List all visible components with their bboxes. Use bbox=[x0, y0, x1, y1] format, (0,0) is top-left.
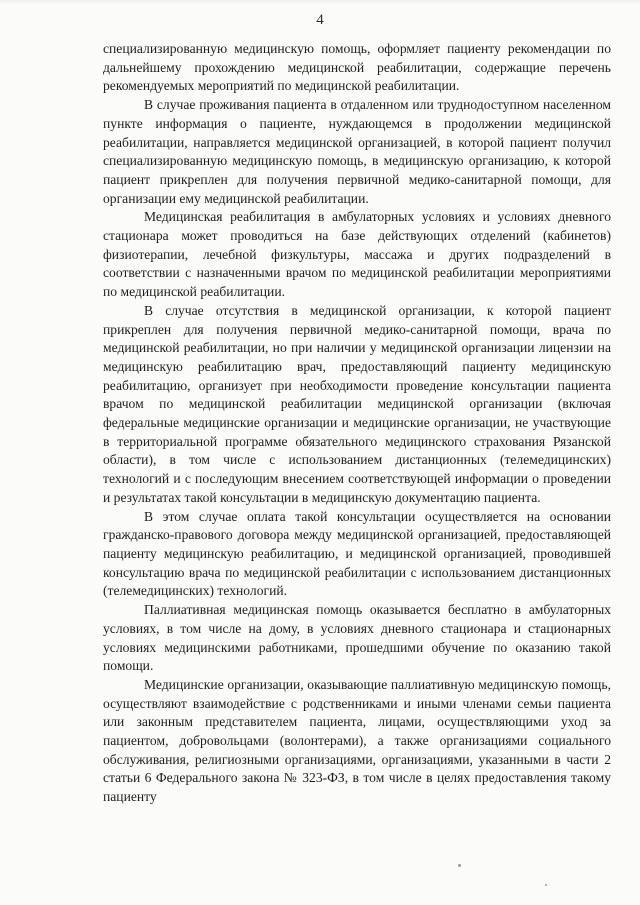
paragraph-palliative-organizations: Медицинские организации, оказывающие паллиативную медицинскую помощь, осуществляют взаимодействие с родственниками и иными членами семьи пациента или законным представителем пациента, лицами, осуществляющими уход за пациентом, добровольцами (волонтерами), а также организациями социального обслуживания, религиозными организациями, организациями, указанными в части 2 статьи 6 Федерального закона № 323-ФЗ, в том числе в целях предоставления такому пациенту bbox=[103, 676, 611, 805]
paragraph-outpatient-rehab: Медицинская реабилитация в амбулаторных условиях и условиях дневного стационара может проводиться на базе действующих отделений (кабинетов) физиотерапии, лечебной физкультуры, массажа и других подразделений в соответствии с назначенными врачом по медицинской реабилитации мероприятиями по медицинской реабилитации. bbox=[103, 209, 611, 300]
document-body bbox=[103, 40, 611, 807]
paragraph-remote-residence: В случае проживания пациента в отдаленном или труднодоступном населенном пункте информация о пациенте, нуждающемся в продолжении медицинской реабилитации, направляется медицинской организацией, в которой пациент получил специализированную медицинскую помощь, в медицинскую организацию, к которой пациент прикреплен для получения первичной медико-санитарной помощи, для организации ему медицинской реабилитации. bbox=[103, 97, 611, 206]
paragraph-rehab-recommendations: специализированную медицинскую помощь, оформляет пациенту рекомендации по дальнейшему прохождению медицинской реабилитации, содержащие перечень рекомендуемых мероприятий по медицинской реабилитации. bbox=[103, 41, 611, 94]
scan-speck bbox=[545, 884, 547, 886]
page-number: 4 bbox=[316, 12, 324, 28]
paragraph-consultation-payment: В этом случае оплата такой консультации осуществляется на основании гражданско-правового договора между медицинской организацией, предоставляющей пациенту медицинскую реабилитацию, и медицинской организацией, проводившей консультацию врача по медицинской реабилитации с использованием дистанционных (телемедицинских) технологий. bbox=[103, 508, 611, 599]
scan-speck bbox=[458, 864, 461, 867]
paragraph-palliative-care: Паллиативная медицинская помощь оказывается бесплатно в амбулаторных условиях, в том числе на дому, в условиях дневного стационара и стационарных условиях медицинскими работниками, прошедшими обучение по оказанию такой помощи. bbox=[103, 602, 611, 674]
paragraph-consultation: В случае отсутствия в медицинской организации, к которой пациент прикреплен для получения первичной медико-санитарной помощи, врача по медицинской реабилитации, но при наличии у медицинской организации лицензии на медицинскую реабилитацию врач, предоставляющий пациенту медицинскую реабилитацию, организует при необходимости проведение консультации пациента врачом по медицинской реабилитации медицинской организации (включая федеральные медицинские организации и медицинские организации, не участвующие в территориальной программе обязательного медицинского страхования Рязанской области), в том числе с использованием дистанционных (телемедицинских) технологий и с последующим внесением соответствующей информации о проведении и результатах такой консультации в медицинскую документацию пациента. bbox=[103, 302, 611, 505]
scan-edge-shadow bbox=[0, 0, 640, 4]
